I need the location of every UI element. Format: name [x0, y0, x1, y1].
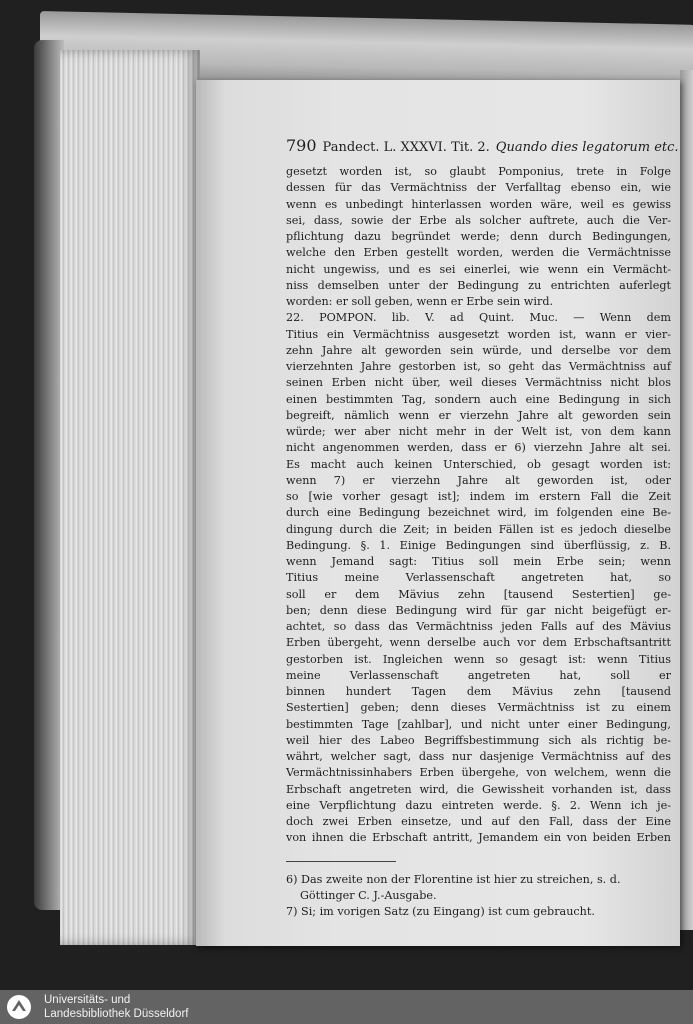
text-line: achtet, so dass das Vermächtniss jeden Falls auf des Mävius: [286, 620, 671, 633]
running-title-italic: Quando dies legatorum etc.: [495, 140, 679, 155]
page-edges: [60, 50, 200, 945]
ulb-logo-icon: [6, 994, 32, 1020]
text-line: Titius meine Verlassenschaft angetreten hat, so: [286, 571, 671, 585]
back-cover-edge: [680, 70, 693, 930]
running-title: Pandect. L. XXXVI. Tit. 2.: [322, 140, 490, 155]
text-line: würde; wer aber nicht mehr in der Welt ist, von dem kann: [286, 425, 671, 438]
text-line: weil hier des Labeo Begriffsbestimmung sich als richtig be-: [286, 733, 671, 747]
text-line: Vermächtnissinhabers Erben übergehe, von welchem, wenn die: [286, 766, 671, 780]
library-name-line-1: Universitäts- und: [44, 994, 131, 1006]
footnote-6-continued: Göttinger C. J.-Ausgabe.: [300, 888, 437, 902]
text-line: zehn Jahre alt geworden sein würde, und derselbe vor dem: [286, 343, 671, 357]
text-line: begreift, nämlich wenn er vierzehn Jahre alt geworden sein: [286, 408, 671, 422]
text-line: von ihnen die Erbschaft antritt, Jemandem ein von beiden Erben: [286, 831, 671, 845]
text-line: dessen für das Vermächtniss der Verfalltag ebenso ein, wie: [286, 181, 671, 195]
text-line: ben; denn diese Bedingung wird für gar nicht beigefügt er-: [286, 603, 671, 617]
text-line: seinen Erben nicht über, weil dieses Vermächtniss nicht blos: [286, 376, 671, 390]
library-name: [44, 993, 188, 1021]
text-line: gesetzt worden ist, so glaubt Pomponius, trete in Folge: [286, 165, 671, 178]
text-line: Sestertien] geben; denn dieses Vermächtniss ist zu einem: [286, 701, 671, 715]
page-number: 790: [286, 136, 317, 155]
text-line: einen bestimmten Tag, sondern auch eine Bedingung in sich: [286, 392, 671, 406]
text-line: eine Verpflichtung dazu eintreten werde. §. 2. Wenn ich je-: [286, 798, 671, 812]
library-name-line-2: Landesbibliothek Düsseldorf: [44, 1008, 189, 1020]
text-line: währt, welcher sagt, dass nur dasjenige Vermächtniss auf des: [286, 750, 671, 763]
text-line: Titius ein Vermächtniss ausgesetzt worden ist, wann er vier-: [286, 327, 671, 341]
running-header: [286, 136, 679, 158]
text-line: durch eine Bedingung bezeichnet wird, im folgenden eine Be-: [286, 506, 671, 520]
text-line: so [wie vorher gesagt ist]; indem im erstern Fall die Zeit: [286, 490, 671, 503]
text-line: wenn es unbedingt hinterlassen worden wäre, weil es gewiss: [286, 197, 671, 211]
text-line: sei, dass, sowie der Erbe als solcher auftrete, auch die Ver-: [286, 213, 671, 227]
footnote-6: 6) Das zweite non der Florentine ist hier zu streichen, s. d.: [286, 872, 621, 886]
text-line: doch zwei Erben einsetze, und auf den Fall, dass der Eine: [286, 815, 671, 828]
text-line: wenn Jemand sagt: Titius soll mein Erbe sein; wenn: [286, 555, 671, 568]
text-line: meine Verlassenschaft angetreten hat, soll er: [286, 668, 671, 682]
text-line: Es macht auch keinen Unterschied, ob gesagt worden ist:: [286, 457, 671, 471]
text-line: Bedingung. §. 1. Einige Bedingungen sind überflüssig, z. B.: [286, 538, 671, 552]
text-line: pflichtung dazu begründet werde; denn durch Bedingungen,: [286, 230, 671, 243]
text-line: welche den Erben gestellt worden, werden die Vermächtnisse: [286, 246, 671, 260]
text-line: binnen hundert Tagen dem Mävius zehn [tausend: [286, 685, 671, 698]
text-line: wenn 7) er vierzehn Jahre alt geworden ist, oder: [286, 473, 671, 487]
text-line: nicht ungewiss, und es sei einerlei, wie wenn ein Vermächt-: [286, 262, 671, 276]
page-text: [286, 136, 679, 920]
text-line: Erben übergeht, wenn derselbe auch vor dem Erbschaftsantritt: [286, 636, 671, 650]
text-line: Erbschaft angetreten wird, die Gewissheit vorhanden ist, dass: [286, 782, 671, 796]
text-line: 22. POMPON. lib. V. ad Quint. Muc. — Wenn dem: [286, 311, 671, 325]
footnote-rule: [286, 861, 396, 862]
text-line: dingung durch die Zeit; in beiden Fällen ist es jedoch dieselbe: [286, 522, 671, 536]
footnote-7: 7) Si; im vorigen Satz (zu Eingang) ist cum gebraucht.: [286, 904, 595, 918]
text-line: soll er dem Mävius zehn [tausend Sestertien] ge-: [286, 587, 671, 601]
text-line: bestimmten Tage [zahlbar], und nicht unter einer Bedingung,: [286, 717, 671, 731]
text-line: niss demselben unter der Bedingung zu entrichten auferlegt: [286, 278, 671, 292]
text-line: vierzehnten Jahre gestorben ist, so geht das Vermächtniss auf: [286, 360, 671, 373]
text-line: gestorben ist. Ingleichen wenn so gesagt ist: wenn Titius: [286, 652, 671, 666]
text-line: nicht angenommen werden, dass er 6) vierzehn Jahre alt sei.: [286, 441, 671, 455]
body-text: [286, 164, 671, 847]
library-footer: [0, 990, 693, 1024]
text-line: worden: er soll geben, wenn er Erbe sein wird.: [286, 295, 554, 308]
